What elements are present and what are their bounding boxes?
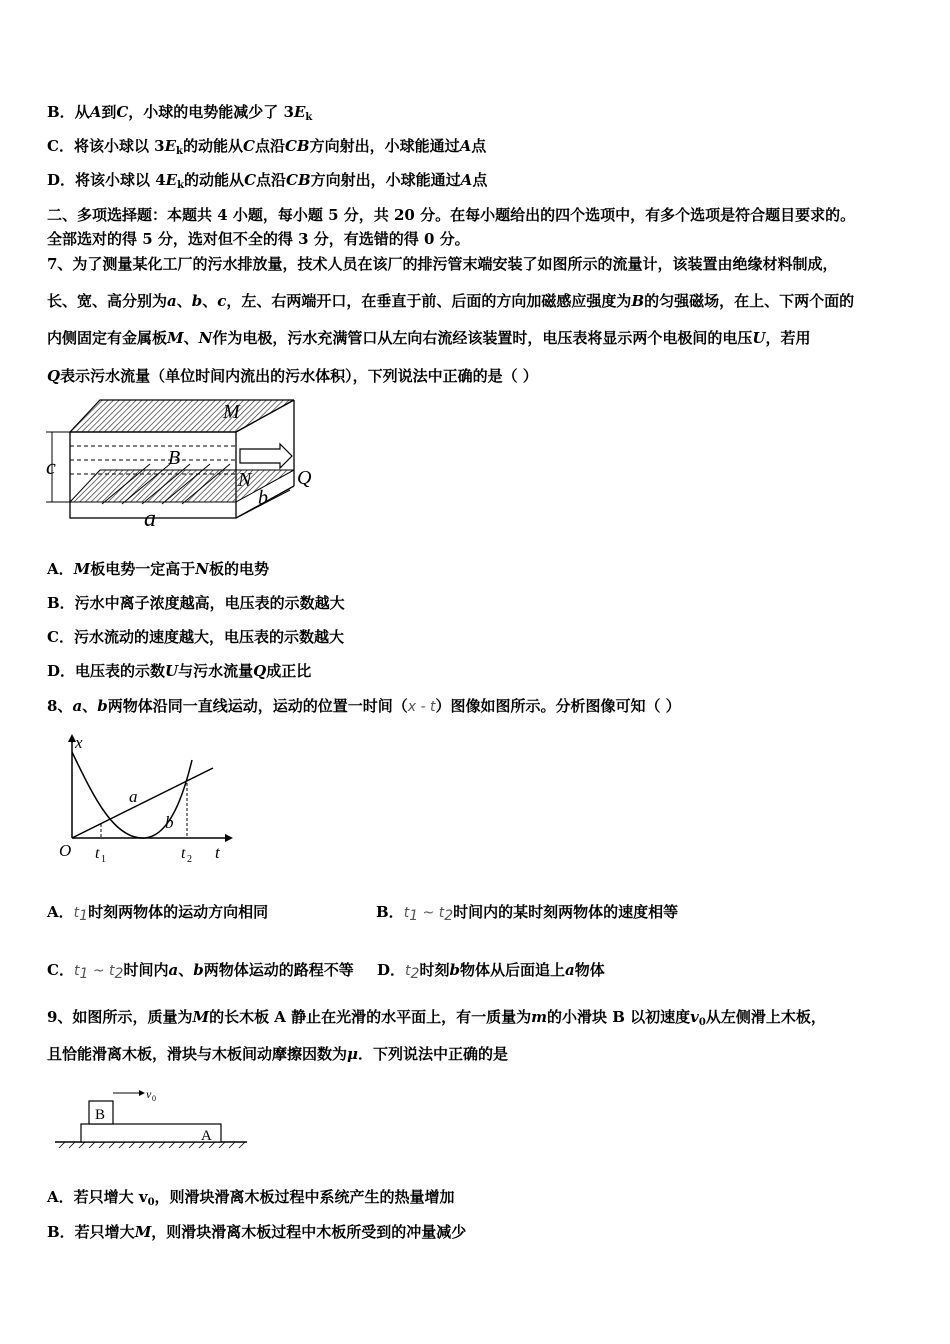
label-q: Q: [297, 467, 312, 489]
q9-stem-line2: 且恰能滑离木板，滑块与木板间动摩擦因数为μ．下列说法中正确的是: [47, 1045, 509, 1063]
label-v0: v: [146, 1087, 152, 1101]
q9-board-block-figure: [55, 1085, 255, 1150]
top-plate-m: [70, 400, 294, 432]
flow-arrow: [240, 444, 292, 468]
q7-stem-line1: 7、为了测量某化工厂的污水排放量，技术人员在该厂的排污管末端安装了如图所示的流量计，该装置由绝缘材料制成，: [47, 255, 838, 273]
q9-stem-line1: 9、如图所示，质量为M的长木板 A 静止在光滑的水平面上，有一质量为m的小滑块 B 以初速度$v_0$从左侧滑上木板，: [47, 1008, 826, 1028]
board-a: [81, 1124, 221, 1142]
label-a: a: [144, 506, 156, 529]
line-a: [72, 768, 213, 838]
label-b: b: [165, 813, 174, 832]
section2-header-line1: 二、多项选择题：本题共 4 小题，每小题 5 分，共 20 分。在每小题给出的四个选项中，有多个选项是符合题目要求的。: [47, 206, 856, 224]
label-n: N: [238, 469, 252, 491]
q7-stem-line4: Q表示污水流量（单位时间内流出的污水体积），下列说法中正确的是（ ）: [47, 367, 538, 385]
q7-option-b: B．污水中离子浓度越高，电压表的示数越大: [47, 594, 345, 612]
q7-stem-line2: 长、宽、高分别为a、b、c，左、右两端开口，在垂直于前、后面的方向加磁感应强度为B的匀强磁场，在上、下两个面的: [47, 292, 855, 310]
q8-position-time-graph: [55, 730, 235, 870]
q7-flowmeter-figure: [40, 394, 330, 529]
q6-option-d: D．将该小球以 $4E_k$的动能从C点沿CB方向射出，小球能通过A点: [47, 171, 488, 191]
q8-option-a: A．t1时刻两物体的运动方向相同: [47, 903, 269, 924]
q7-option-a: A．M板电势一定高于N板的电势: [47, 560, 269, 578]
q8-stem: 8、a、b两物体沿同一直线运动，运动的位置一时间（x - t）图像如图所示。分析图像可知（ ）: [47, 697, 681, 715]
q7-option-d: D．电压表的示数U与污水流量Q成正比: [47, 662, 312, 680]
tick-t1: t: [95, 845, 100, 862]
tick-t2-sub: 2: [187, 854, 192, 865]
axis-label-x: x: [75, 733, 83, 752]
q6-option-c: C．将该小球以 $3E_k$的动能从C点沿CB方向射出，小球能通过A点: [47, 137, 487, 157]
origin-label: O: [59, 841, 72, 860]
label-block-b: B: [95, 1107, 106, 1123]
label-m: M: [223, 401, 240, 423]
tick-t2: t: [181, 845, 186, 862]
label-b-field: B: [168, 447, 181, 469]
q8-option-b: B．t1 ~ t2时间内的某时刻两物体的速度相等: [376, 903, 679, 924]
q8-option-c: C．t1 ~ t2时间内a、b两物体运动的路程不等: [47, 961, 354, 982]
q8-option-d: D．t2时刻b物体从后面追上a物体: [377, 961, 605, 982]
label-board-a: A: [201, 1128, 212, 1144]
q7-option-c: C．污水流动的速度越大，电压表的示数越大: [47, 628, 344, 646]
tick-t1-sub: 1: [101, 854, 106, 865]
q7-stem-line3: 内侧固定有金属板M、N作为电极，污水充满管口从左向右流经该装置时，电压表将显示两个电极间的电压U，若用: [47, 329, 811, 347]
axis-label-t: t: [215, 843, 220, 862]
label-a: a: [129, 787, 138, 806]
label-b: b: [258, 487, 268, 509]
q6-option-b: B．从A到C，小球的电势能减少了 $3E_k$: [47, 103, 313, 123]
q9-option-a: A．若只增大 $v_0$，则滑块滑离木板过程中系统产生的热量增加: [47, 1188, 455, 1208]
section2-header-line2: 全部选对的得 5 分，选对但不全的得 3 分，有选错的得 0 分。: [47, 230, 470, 248]
label-v0-sub: 0: [152, 1094, 156, 1103]
q9-option-b: B．若只增大M，则滑块滑离木板过程中木板所受到的冲量减少: [47, 1223, 467, 1241]
label-c: c: [46, 454, 56, 479]
